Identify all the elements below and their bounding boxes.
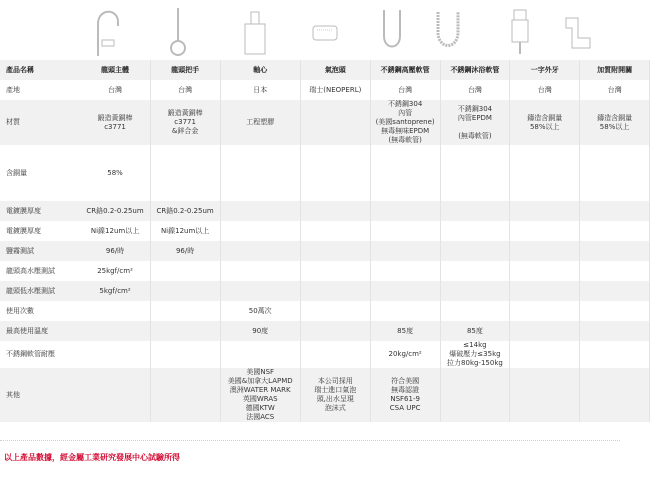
table-row xyxy=(0,321,650,341)
table-cell: 鍛造黃銅棒 c3771 &鋅合金 xyxy=(150,100,220,145)
table-cell xyxy=(370,201,440,221)
table-cell: 鍛造黃銅棒 c3771 xyxy=(80,100,150,145)
table-cell xyxy=(580,368,650,422)
header-cell: 龍頭主體 xyxy=(80,60,150,80)
table-cell xyxy=(510,321,580,341)
table-cell xyxy=(150,321,220,341)
table-cell: 85度 xyxy=(370,321,440,341)
table-cell xyxy=(80,368,150,422)
table-cell: ≤14kg 爆破壓力≤35kg 拉力80kg-150kg xyxy=(440,341,510,368)
table-cell: CR鉻0.2-0.25um xyxy=(80,201,150,221)
header-cell: 龍頭把手 xyxy=(150,60,220,80)
table-cell xyxy=(440,301,510,321)
table-cell xyxy=(220,281,300,301)
table-cell: 鑄造含銅量 58%以上 xyxy=(510,100,580,145)
table-cell xyxy=(220,221,300,241)
table-cell xyxy=(300,145,370,201)
row-label: 產地 xyxy=(6,85,20,94)
table-cell: 5kgf/cm² xyxy=(80,281,150,301)
table-cell xyxy=(370,221,440,241)
row-label: 不銹鋼軟管耐壓 xyxy=(6,350,55,358)
row-label: 龍頭高水壓測試 xyxy=(6,266,55,275)
table-cell: 台灣 xyxy=(440,80,510,100)
table-row xyxy=(0,241,650,261)
row-label: 龍頭低水壓測試 xyxy=(0,281,80,301)
row-label: 最高使用溫度 xyxy=(0,321,80,341)
row-label: 鹽霧測試 xyxy=(0,241,80,261)
table-cell xyxy=(300,301,370,321)
table-cell xyxy=(300,100,370,145)
header-cell: 產品名稱 xyxy=(0,60,80,80)
table-cell: 台灣 xyxy=(80,80,150,100)
table-cell xyxy=(580,145,650,201)
table-cell: 58% xyxy=(80,145,150,201)
table-cell xyxy=(80,341,150,368)
table-cell: 台灣 xyxy=(370,80,440,100)
header-cell: 氣泡頭 xyxy=(300,60,370,80)
table-cell xyxy=(510,221,580,241)
table-cell xyxy=(300,321,370,341)
table-cell: 美國NSF 美國&加拿大LAPMD 澳洲WATER MARK 英國WRAS 德國KTW 法國ACS xyxy=(220,368,300,422)
table-row xyxy=(0,368,650,422)
header-cell: 一字外牙 xyxy=(510,60,580,80)
header-cell: 不銹鋼高壓軟管 xyxy=(370,60,440,80)
table-row xyxy=(0,145,650,201)
row-label: 材質 xyxy=(0,100,80,145)
table-cell xyxy=(440,241,510,261)
table-cell: 85度 xyxy=(440,321,510,341)
faucet-handle-icon xyxy=(158,2,198,58)
row-label: 含銅量 xyxy=(6,168,27,177)
table-row xyxy=(0,281,650,301)
table-cell xyxy=(370,281,440,301)
table-cell: 不銹鋼304 內管EPDM (無毒軟管) xyxy=(440,100,510,145)
table-cell xyxy=(440,261,510,281)
divider xyxy=(0,440,620,441)
table-row xyxy=(0,201,650,221)
table-cell: 50萬次 xyxy=(220,301,300,321)
table-cell xyxy=(510,281,580,301)
table-cell xyxy=(510,241,580,261)
table-cell xyxy=(80,321,150,341)
cartridge-icon xyxy=(235,2,275,58)
table-cell xyxy=(300,201,370,221)
high-pressure-hose-icon xyxy=(372,2,412,58)
table-cell xyxy=(220,145,300,201)
table-cell xyxy=(440,281,510,301)
washing-machine-faucet-icon xyxy=(558,2,598,58)
table-cell xyxy=(510,301,580,321)
table-cell xyxy=(220,261,300,281)
table-cell xyxy=(510,145,580,201)
spec-table xyxy=(0,60,650,422)
table-cell xyxy=(440,221,510,241)
table-cell xyxy=(580,281,650,301)
table-cell: 台灣 xyxy=(150,80,220,100)
table-cell xyxy=(510,341,580,368)
table-cell: 96/時 xyxy=(150,241,220,261)
table-cell: 90度 xyxy=(220,321,300,341)
table-cell: 符合美國 無毒認證 NSF61-9 CSA UPC xyxy=(370,368,440,422)
table-cell xyxy=(150,281,220,301)
table-cell xyxy=(300,341,370,368)
table-cell xyxy=(150,301,220,321)
table-cell xyxy=(370,301,440,321)
table-cell xyxy=(440,145,510,201)
table-cell xyxy=(300,221,370,241)
table-cell xyxy=(300,261,370,281)
angle-valve-icon xyxy=(500,2,540,58)
table-cell: 25kgf/cm² xyxy=(80,261,150,281)
table-cell: 96/時 xyxy=(80,241,150,261)
table-cell xyxy=(580,341,650,368)
table-cell xyxy=(510,261,580,281)
header-cell: 軸心 xyxy=(220,60,300,80)
table-cell xyxy=(80,301,150,321)
table-cell xyxy=(580,301,650,321)
table-cell: 本公司採用 瑞士進口氣泡 頭,出水呈現 泡沫式 xyxy=(300,368,370,422)
table-cell xyxy=(580,241,650,261)
table-cell xyxy=(580,261,650,281)
row-label: 使用次數 xyxy=(6,306,34,315)
table-cell: CR鉻0.2-0.25um xyxy=(150,201,220,221)
table-cell: 台灣 xyxy=(510,80,580,100)
aerator-icon xyxy=(305,2,345,58)
table-cell: 20kg/cm² xyxy=(370,341,440,368)
table-cell: 不銹鋼304 內管 (美國santoprene) 無毒無味EPDM (無毒軟管) xyxy=(370,100,440,145)
table-cell xyxy=(150,341,220,368)
table-cell xyxy=(150,368,220,422)
table-cell xyxy=(300,241,370,261)
header-cell: 加質附開關 xyxy=(580,60,650,80)
row-label: 電鍍膜厚度 xyxy=(0,201,80,221)
table-row xyxy=(0,100,650,145)
table-cell xyxy=(370,261,440,281)
table-cell xyxy=(580,201,650,221)
table-cell xyxy=(510,201,580,221)
table-cell xyxy=(150,261,220,281)
table-cell: 瑞士(NEOPERL) xyxy=(300,80,370,100)
shower-hose-icon xyxy=(428,2,468,58)
table-cell: 工程塑膠 xyxy=(220,100,300,145)
table-cell: 日本 xyxy=(220,80,300,100)
footer-note: 以上產品數據，經金屬工業研究發展中心試驗所得 xyxy=(4,453,180,462)
row-label: 電鍍膜厚度 xyxy=(6,226,41,235)
table-cell xyxy=(150,145,220,201)
table-cell: 台灣 xyxy=(580,80,650,100)
table-cell xyxy=(370,241,440,261)
table-row xyxy=(0,341,650,368)
table-cell xyxy=(440,368,510,422)
table-row xyxy=(0,301,650,321)
faucet-body-icon xyxy=(88,2,128,58)
table-row xyxy=(0,221,650,241)
table-row xyxy=(0,80,650,100)
table-cell xyxy=(510,368,580,422)
row-label: 其他 xyxy=(0,368,80,422)
table-cell: Ni鎳12um以上 xyxy=(80,221,150,241)
table-cell xyxy=(300,281,370,301)
table-cell xyxy=(220,201,300,221)
table-cell xyxy=(220,341,300,368)
table-cell xyxy=(220,241,300,261)
table-cell xyxy=(580,221,650,241)
table-cell xyxy=(440,201,510,221)
header-cell: 不銹鋼沐浴軟管 xyxy=(440,60,510,80)
table-cell xyxy=(370,145,440,201)
table-header xyxy=(0,60,650,80)
table-cell: 鑄造含銅量 58%以上 xyxy=(580,100,650,145)
table-cell xyxy=(580,321,650,341)
table-cell: Ni鎳12um以上 xyxy=(150,221,220,241)
product-icons xyxy=(0,0,650,60)
table-row xyxy=(0,261,650,281)
